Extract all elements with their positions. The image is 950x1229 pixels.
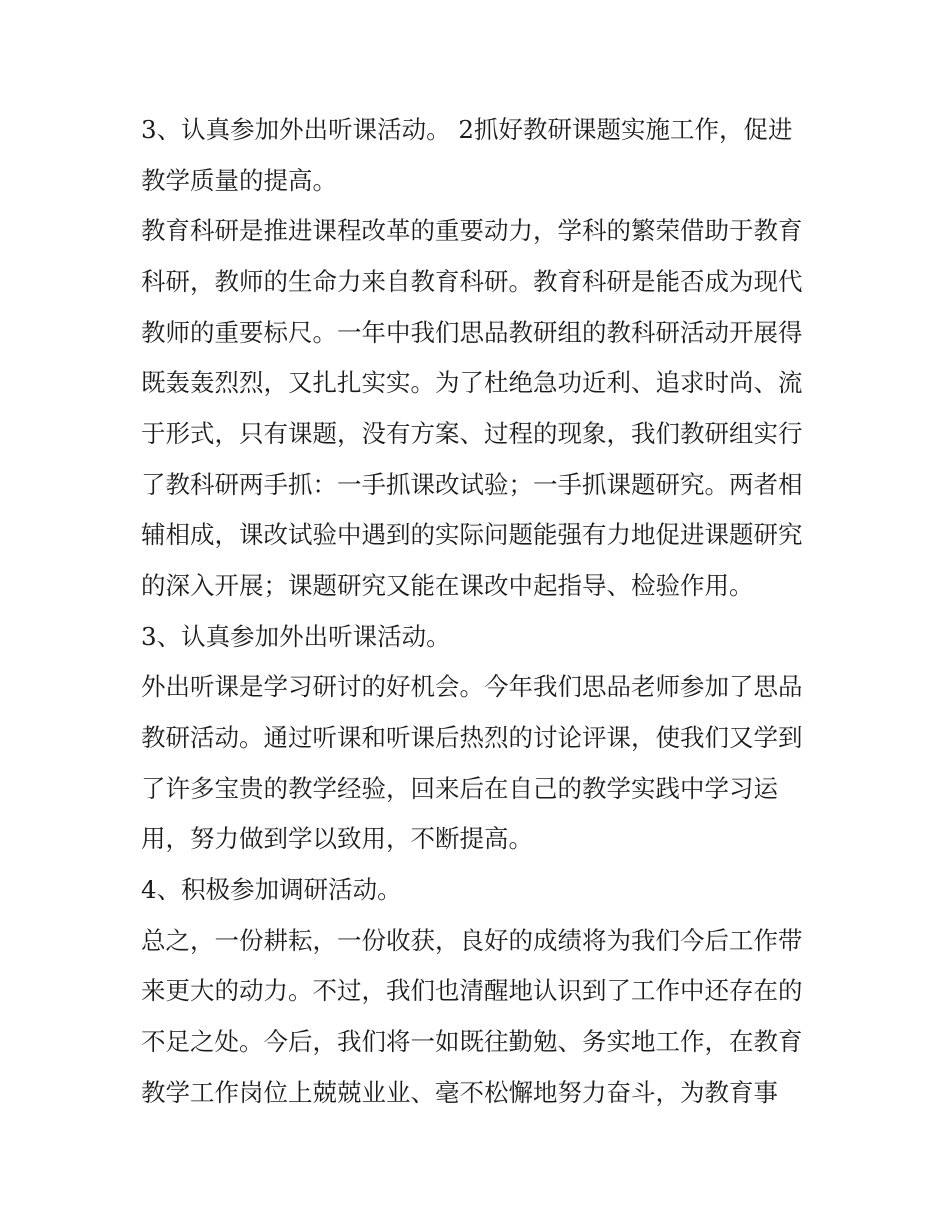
text-line: 教学工作岗位上兢兢业业、毫不松懈地努力奋斗，为教育事 (141, 1078, 778, 1107)
text-line: 外出听课是学习研讨的好机会。今年我们思品老师参加了思品 (141, 672, 803, 701)
text-line: 教学质量的提高。 (141, 166, 337, 195)
section-heading: 3、认真参加外出听课活动。 (141, 622, 451, 651)
text-line: 用，努力做到学以致用，不断提高。 (141, 824, 533, 853)
text-line: 来更大的动力。不过，我们也清醒地认识到了工作中还存在的 (141, 976, 803, 1005)
text-line: 不足之处。今后，我们将一如既往勤勉、务实地工作，在教育 (141, 1027, 803, 1056)
text-line: 总之，一份耕耘，一份收获，良好的成绩将为我们今后工作带 (141, 926, 803, 955)
text-line: 的深入开展；课题研究又能在课改中起指导、检验作用。 (141, 571, 754, 600)
text-line: 科研，教师的生命力来自教育科研。教育科研是能否成为现代 (141, 267, 803, 296)
text-line: 教师的重要标尺。一年中我们思品教研组的教科研活动开展得 (141, 318, 803, 347)
text-line: 了许多宝贵的教学经验，回来后在自己的教学实践中学习运 (141, 774, 778, 803)
section-heading: 4、积极参加调研活动。 (141, 875, 402, 904)
text-line: 了教科研两手抓：一手抓课改试验；一手抓课题研究。两者相 (141, 470, 803, 499)
text-line: 教研活动。通过听课和听课后热烈的讨论评课，使我们又学到 (141, 723, 803, 752)
text-line: 既轰轰烈烈，又扎扎实实。为了杜绝急功近利、追求时尚、流 (141, 368, 803, 397)
text-line: 教育科研是推进课程改革的重要动力，学科的繁荣借助于教育 (141, 216, 803, 245)
text-line: 3、认真参加外出听课活动。 2抓好教研课题实施工作，促进 (141, 115, 793, 144)
text-line: 于形式，只有课题，没有方案、过程的现象，我们教研组实行 (141, 419, 803, 448)
text-line: 辅相成，课改试验中遇到的实际问题能强有力地促进课题研究 (141, 520, 803, 549)
